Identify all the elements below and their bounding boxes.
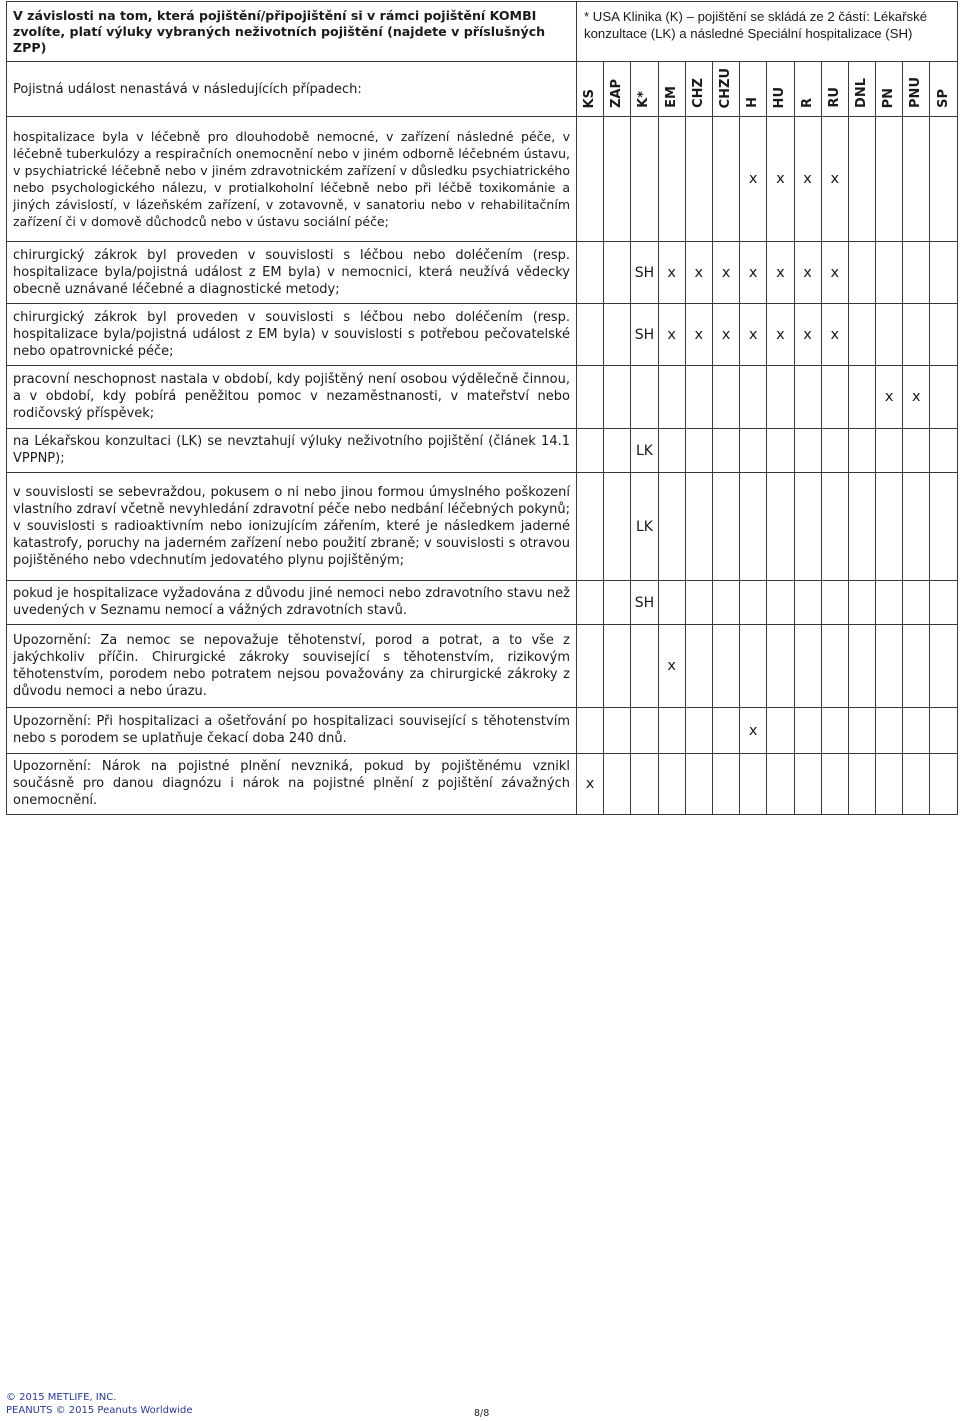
mark-cell-dnl (848, 117, 875, 242)
mark-cell-k-star (631, 366, 658, 429)
column-header-chz (685, 62, 712, 117)
mark-cell-pn (876, 429, 903, 473)
mark-cell-chzu (712, 581, 739, 625)
column-header-label: HU (772, 86, 788, 108)
mark-cell-em: x (658, 304, 685, 366)
mark-cell-sp (930, 366, 957, 429)
mark-cell-hu (767, 754, 794, 815)
column-header-label: R (799, 97, 815, 108)
mark-cell-ks (577, 625, 604, 708)
column-header-zap (604, 62, 631, 117)
mark-cell-k-star (631, 754, 658, 815)
mark-cell-ru: x (821, 304, 848, 366)
header-note-left: V závislosti na tom, která pojištění/připojištění si v rámci pojištění KOMBI zvolíte, platí výluky vybraných neživotních pojištění (najdete v příslušných ZPP) (7, 2, 577, 62)
page-number: 8/8 (474, 1408, 490, 1419)
row-description: chirurgický zákrok byl proveden v souvislosti s léčbou nebo doléčením (resp. hospitalizace byla/pojistná událost z EM byla) v nemocnici, která neužívá vědecky obecně uznávané léčebné a diagnostické metody; (7, 242, 577, 304)
table-row (7, 581, 958, 625)
mark-cell-hu (767, 473, 794, 581)
mark-cell-k-star: SH (631, 242, 658, 304)
mark-cell-chz (685, 117, 712, 242)
mark-cell-h: x (740, 708, 767, 754)
mark-cell-pnu (903, 117, 930, 242)
mark-cell-chz (685, 366, 712, 429)
mark-cell-em (658, 366, 685, 429)
mark-cell-dnl (848, 625, 875, 708)
mark-cell-r (794, 581, 821, 625)
header-note-right: * USA Klinika (K) – pojištění se skládá ze 2 částí: Lékařské konzultace (LK) a následné Speciální hospitalizace (SH) (577, 2, 958, 62)
mark-cell-h (740, 625, 767, 708)
column-header-ks (577, 62, 604, 117)
mark-cell-ru (821, 754, 848, 815)
footer (6, 1391, 192, 1417)
copyright-metlife: © 2015 METLIFE, INC. (6, 1392, 117, 1403)
mark-cell-em (658, 581, 685, 625)
mark-cell-sp (930, 429, 957, 473)
mark-cell-r (794, 366, 821, 429)
mark-cell-chz (685, 581, 712, 625)
mark-cell-dnl (848, 242, 875, 304)
mark-cell-zap (604, 754, 631, 815)
mark-cell-ks (577, 708, 604, 754)
mark-cell-pn (876, 754, 903, 815)
mark-cell-zap (604, 366, 631, 429)
column-header-dnl (848, 62, 875, 117)
mark-cell-chz (685, 473, 712, 581)
mark-cell-em: x (658, 625, 685, 708)
column-header-label: KS (582, 88, 598, 108)
mark-cell-zap (604, 708, 631, 754)
mark-cell-sp (930, 708, 957, 754)
mark-cell-sp (930, 581, 957, 625)
mark-cell-ks: x (577, 754, 604, 815)
mark-cell-chz (685, 429, 712, 473)
mark-cell-hu (767, 366, 794, 429)
column-header-label: PNU (908, 77, 924, 108)
mark-cell-dnl (848, 708, 875, 754)
column-header-label: EM (663, 86, 679, 108)
mark-cell-ks (577, 473, 604, 581)
mark-cell-em (658, 429, 685, 473)
mark-cell-ru (821, 429, 848, 473)
column-header-label: PN (881, 87, 897, 108)
mark-cell-r: x (794, 117, 821, 242)
mark-cell-ru (821, 366, 848, 429)
mark-cell-chzu (712, 366, 739, 429)
mark-cell-em (658, 754, 685, 815)
mark-cell-dnl (848, 754, 875, 815)
column-header-label: SP (935, 89, 951, 108)
mark-cell-pnu (903, 625, 930, 708)
mark-cell-em (658, 708, 685, 754)
mark-cell-pnu (903, 754, 930, 815)
mark-cell-chz (685, 754, 712, 815)
mark-cell-r: x (794, 242, 821, 304)
row-description: Upozornění: Při hospitalizaci a ošetřování po hospitalizaci související s těhotenstvím nebo s porodem se uplatňuje čekací doba 240 dnů. (7, 708, 577, 754)
mark-cell-chzu (712, 117, 739, 242)
column-header-label: DNL (853, 78, 869, 108)
column-header-pn (876, 62, 903, 117)
mark-cell-h (740, 366, 767, 429)
mark-cell-h: x (740, 304, 767, 366)
column-header-label: CHZU (718, 67, 734, 108)
mark-cell-dnl (848, 304, 875, 366)
table-row (7, 708, 958, 754)
mark-cell-ks (577, 242, 604, 304)
mark-cell-ru (821, 581, 848, 625)
column-header-label: CHZ (690, 78, 706, 108)
mark-cell-r (794, 708, 821, 754)
row-description: Upozornění: Za nemoc se nepovažuje těhotenství, porod a potrat, a to vše z jakýchkoliv příčin. Chirurgické zákroky související s těhotenstvím, rizikovým těhotenstvím, porodem nebo potratem nejsou považovány za chirurgické zákroky z důvodu nemoci a nebo úrazu. (7, 625, 577, 708)
mark-cell-chzu: x (712, 304, 739, 366)
table-row (7, 366, 958, 429)
copyright-peanuts: PEANUTS © 2015 Peanuts Worldwide (6, 1405, 193, 1416)
column-header-sp (930, 62, 957, 117)
mark-cell-ru: x (821, 117, 848, 242)
row-description: chirurgický zákrok byl proveden v souvislosti s léčbou nebo doléčením (resp. hospitalizace byla/pojistná událost z EM byla) v souvislosti s potřebou pečovatelské nebo opatrovnické péče; (7, 304, 577, 366)
mark-cell-zap (604, 581, 631, 625)
mark-cell-r: x (794, 304, 821, 366)
mark-cell-ks (577, 366, 604, 429)
table-row (7, 117, 958, 242)
mark-cell-sp (930, 242, 957, 304)
mark-cell-hu (767, 581, 794, 625)
mark-cell-ru: x (821, 242, 848, 304)
mark-cell-h: x (740, 117, 767, 242)
mark-cell-k-star (631, 708, 658, 754)
mark-cell-chz (685, 625, 712, 708)
mark-cell-k-star: SH (631, 581, 658, 625)
mark-cell-chz (685, 708, 712, 754)
column-header-chzu (712, 62, 739, 117)
mark-cell-chzu (712, 625, 739, 708)
mark-cell-pnu (903, 242, 930, 304)
mark-cell-pn (876, 708, 903, 754)
table-row (7, 429, 958, 473)
mark-cell-pnu (903, 473, 930, 581)
mark-cell-dnl (848, 473, 875, 581)
mark-cell-k-star: LK (631, 473, 658, 581)
mark-cell-ru (821, 708, 848, 754)
mark-cell-k-star (631, 625, 658, 708)
mark-cell-k-star (631, 117, 658, 242)
table-row (7, 242, 958, 304)
table-row (7, 304, 958, 366)
row-description: na Lékařskou konzultaci (LK) se nevztahují výluky neživotního pojištění (článek 14.1 VPPNP); (7, 429, 577, 473)
mark-cell-h (740, 581, 767, 625)
mark-cell-h (740, 429, 767, 473)
mark-cell-ks (577, 304, 604, 366)
intro-text: Pojistná událost nenastává v následujících případech: (7, 62, 577, 117)
mark-cell-chzu: x (712, 242, 739, 304)
row-description: v souvislosti se sebevraždou, pokusem o ni nebo jinou formou úmyslného poškození vlastního zdraví včetně nevyhledání zdravotní péče nebo nedbání léčebných pokynů; v souvislosti s radioaktivním nebo ionizujícím zářením, které je následkem jaderné katastrofy, poruchy na jaderném zařízení nebo použití zbraně; v souvislosti s otravou pojištěného nebo vdechnutím jedovatého plynu pojištěným; (7, 473, 577, 581)
mark-cell-ru (821, 625, 848, 708)
column-header-label: K* (636, 91, 652, 108)
mark-cell-pnu: x (903, 366, 930, 429)
mark-cell-pn (876, 581, 903, 625)
mark-cell-sp (930, 117, 957, 242)
mark-cell-hu (767, 708, 794, 754)
mark-cell-pn (876, 473, 903, 581)
mark-cell-chz: x (685, 304, 712, 366)
column-header-hu (767, 62, 794, 117)
column-header-label: RU (826, 87, 842, 108)
mark-cell-pn: x (876, 366, 903, 429)
mark-cell-sp (930, 473, 957, 581)
row-description: hospitalizace byla v léčebně pro dlouhodobě nemocné, v zařízení následné péče, v léčebně tuberkulózy a respiračních onemocnění nebo v jiném odborně léčebném ústavu, v psychiatrické léčebně nebo v jiném zdravotnickém zařízení v důsledku psychiatrického nebo psychologického nálezu, v protialkoholní léčebně nebo při léčbě toxikománie a jiných závislostí, v lázeňském zařízení, v zotavovně, v sanatoriu nebo v rehabilitačním zařízení či v domově důchodců nebo v ústavu sociální péče; (7, 117, 577, 242)
mark-cell-zap (604, 429, 631, 473)
mark-cell-r (794, 625, 821, 708)
mark-cell-chzu (712, 429, 739, 473)
mark-cell-k-star: SH (631, 304, 658, 366)
mark-cell-chzu (712, 473, 739, 581)
mark-cell-dnl (848, 429, 875, 473)
table-row (7, 754, 958, 815)
row-description: Upozornění: Nárok na pojistné plnění nevzniká, pokud by pojištěnému vznikl součásně pro danou diagnózu i nárok na pojistné plnění z pojištění závažných onemocnění. (7, 754, 577, 815)
mark-cell-hu: x (767, 304, 794, 366)
mark-cell-pn (876, 117, 903, 242)
mark-cell-pnu (903, 429, 930, 473)
column-header-em (658, 62, 685, 117)
mark-cell-hu (767, 625, 794, 708)
mark-cell-em: x (658, 242, 685, 304)
column-header-h (740, 62, 767, 117)
mark-cell-zap (604, 473, 631, 581)
mark-cell-pnu (903, 304, 930, 366)
mark-cell-hu: x (767, 242, 794, 304)
mark-cell-hu (767, 429, 794, 473)
column-header-r (794, 62, 821, 117)
row-description: pokud je hospitalizace vyžadována z důvodu jiné nemoci nebo zdravotního stavu než uvedených v Seznamu nemocí a vážných zdravotních stavů. (7, 581, 577, 625)
mark-cell-ks (577, 117, 604, 242)
mark-cell-dnl (848, 581, 875, 625)
row-description: pracovní neschopnost nastala v období, kdy pojištěný není osobou výdělečně činnou, a v období, kdy pobírá peněžitou pomoc v nezaměstnanosti, v mateřství nebo rodičovský příspěvek; (7, 366, 577, 429)
mark-cell-chz: x (685, 242, 712, 304)
column-header-pnu (903, 62, 930, 117)
mark-cell-em (658, 473, 685, 581)
mark-cell-chzu (712, 708, 739, 754)
mark-cell-r (794, 429, 821, 473)
mark-cell-k-star: LK (631, 429, 658, 473)
mark-cell-h (740, 473, 767, 581)
mark-cell-ru (821, 473, 848, 581)
column-header-label: H (745, 97, 761, 108)
mark-cell-pnu (903, 581, 930, 625)
mark-cell-ks (577, 581, 604, 625)
mark-cell-pn (876, 242, 903, 304)
mark-cell-h: x (740, 242, 767, 304)
mark-cell-pn (876, 304, 903, 366)
mark-cell-sp (930, 625, 957, 708)
mark-cell-pn (876, 625, 903, 708)
mark-cell-r (794, 754, 821, 815)
mark-cell-em (658, 117, 685, 242)
mark-cell-hu: x (767, 117, 794, 242)
mark-cell-sp (930, 754, 957, 815)
mark-cell-dnl (848, 366, 875, 429)
column-header-label: ZAP (609, 78, 625, 108)
mark-cell-zap (604, 242, 631, 304)
mark-cell-zap (604, 625, 631, 708)
mark-cell-zap (604, 304, 631, 366)
mark-cell-ks (577, 429, 604, 473)
column-header-k-star (631, 62, 658, 117)
column-header-ru (821, 62, 848, 117)
mark-cell-sp (930, 304, 957, 366)
mark-cell-h (740, 754, 767, 815)
mark-cell-pnu (903, 708, 930, 754)
mark-cell-chzu (712, 754, 739, 815)
table-row (7, 625, 958, 708)
mark-cell-r (794, 473, 821, 581)
table-row (7, 473, 958, 581)
exclusions-table (6, 1, 958, 815)
mark-cell-zap (604, 117, 631, 242)
